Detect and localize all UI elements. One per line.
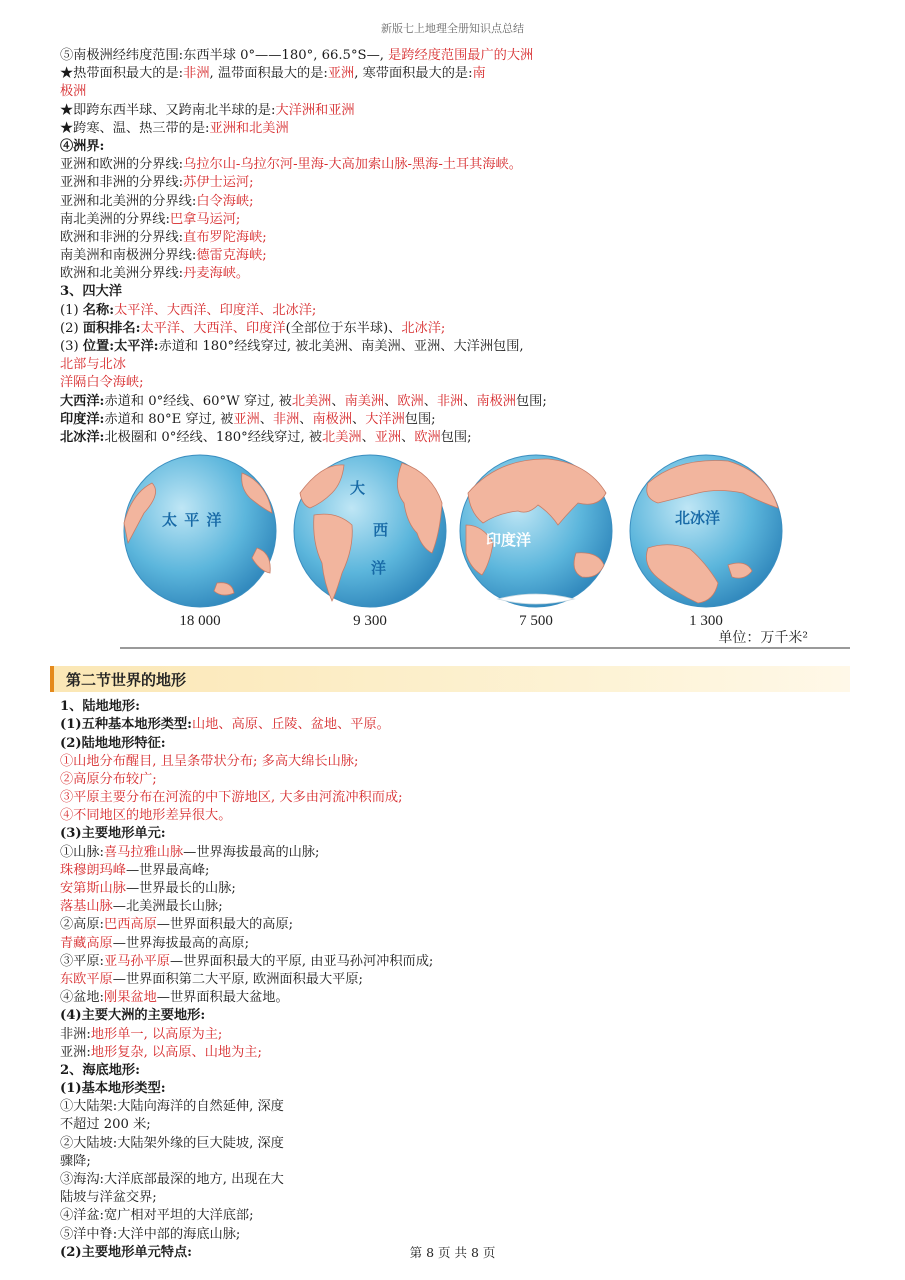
globe-atlantic-area: 9 300 <box>353 613 387 630</box>
figure-divider <box>120 647 850 649</box>
text-line <box>60 716 850 734</box>
text-block-top <box>60 47 850 447</box>
text-segment: ★热带面积最大的是: <box>60 66 184 82</box>
text-segment: 陆坡与洋盆交界; <box>60 1190 157 1206</box>
text-line <box>60 247 850 265</box>
text-segment: 刚果盆地 <box>104 990 157 1006</box>
globe-atlantic-label-3: 洋 <box>371 559 387 578</box>
text-segment: 山地、高原、丘陵、盆地、平原。 <box>192 717 390 733</box>
text-line <box>60 989 850 1007</box>
text-segment: —世界面积第二大平原, 欧洲面积最大平原; <box>112 971 363 987</box>
unit-label: 单位：万千米² <box>718 630 808 647</box>
text-line <box>60 771 850 789</box>
text-segment: 丹麦海峡。 <box>183 266 250 282</box>
text-segment: 极洲 <box>60 84 87 100</box>
text-line <box>60 338 850 356</box>
text-segment: 直布罗陀海峡; <box>183 229 267 245</box>
text-line <box>60 825 850 843</box>
text-segment: —世界面积最大的平原, 由亚马孙河冲积而成; <box>169 953 434 969</box>
globe-pacific <box>122 453 278 630</box>
text-segment: 青藏高原 <box>60 935 113 951</box>
text-line <box>60 1171 850 1189</box>
text-segment: 大洋洲 <box>365 411 405 427</box>
text-segment: 亚洲和非洲的分界线: <box>60 175 184 191</box>
text-segment: 包围; <box>404 411 436 427</box>
text-segment: 、 <box>423 393 437 409</box>
text-segment: ★跨寒、温、热三带的是: <box>60 120 210 136</box>
text-segment: (4)主要大洲的主要地形: <box>60 1008 206 1024</box>
text-segment: , 温带面积最大的是: <box>209 66 328 82</box>
text-segment: ⑤洋中脊:大洋中部的海底山脉; <box>60 1226 241 1242</box>
text-segment: 、 <box>352 411 366 427</box>
text-line <box>60 211 850 229</box>
ocean-globes-figure <box>60 447 850 662</box>
globe-atlantic-label-2: 西 <box>373 521 389 540</box>
text-line <box>60 916 850 934</box>
text-segment: 巴西高原 <box>104 917 157 933</box>
text-segment: ③海沟:大洋底部最深的地方, 出现在大 <box>60 1172 284 1187</box>
text-segment: 南美洲和南极洲分界线: <box>60 248 197 264</box>
text-line <box>60 1044 850 1062</box>
text-segment: 3、四大洋 <box>60 284 122 300</box>
text-line <box>60 229 850 247</box>
text-segment: 亚洲 <box>233 411 260 427</box>
text-segment: 巴拿马运河; <box>169 211 241 227</box>
text-line <box>60 935 850 953</box>
text-segment: 、 <box>463 393 477 409</box>
text-segment: ①山脉: <box>60 844 105 860</box>
text-segment: —世界最长的山脉; <box>125 881 236 896</box>
text-segment: 是跨经度范围最广的大洲 <box>388 48 534 63</box>
text-segment: 南北美洲的分界线: <box>60 211 170 227</box>
text-segment: (1)五种基本地形类型: <box>60 717 193 733</box>
text-line <box>60 102 850 120</box>
text-segment: 包围; <box>516 393 547 409</box>
text-segment: ⑤南极洲经纬度范围:东西半球 0°——180°, 66.5°S—, <box>60 48 389 63</box>
text-segment: ②高原分布较广; <box>60 771 157 787</box>
text-segment: 欧洲和非洲的分界线: <box>60 229 184 245</box>
text-line <box>60 193 850 211</box>
text-line <box>60 807 850 825</box>
text-segment: 亚洲和北美洲 <box>209 120 289 136</box>
text-line <box>60 789 850 807</box>
text-line <box>60 953 850 971</box>
text-segment: ③平原: <box>60 953 105 969</box>
text-segment: 南 <box>472 66 486 82</box>
text-line <box>60 356 850 374</box>
text-segment: 乌拉尔山-乌拉尔河-里海-大高加索山脉-黑海-土耳其海峡。 <box>183 157 522 173</box>
text-segment: 包围; <box>440 429 472 445</box>
text-segment: 、 <box>331 393 345 409</box>
text-segment: 赤道和 80°E 穿过, 被 <box>104 411 234 427</box>
text-line <box>60 156 850 174</box>
globe-indian-image <box>458 453 614 609</box>
text-segment: 太平洋、大西洋、印度洋 <box>140 320 286 336</box>
text-segment: 、 <box>299 411 313 427</box>
text-segment: 北美洲 <box>291 393 332 409</box>
text-segment: 亚洲 <box>374 429 402 445</box>
document-content <box>60 47 850 1262</box>
text-segment: 北美洲 <box>322 429 362 445</box>
text-segment: 白令海峡; <box>196 193 254 209</box>
text-line <box>60 1116 850 1134</box>
text-line <box>60 1080 850 1098</box>
text-segment: 珠穆朗玛峰 <box>60 862 126 878</box>
globe-arctic <box>628 453 784 630</box>
text-line <box>60 698 850 716</box>
text-segment: (2)主要地形单元特点: <box>60 1244 193 1260</box>
text-line <box>60 65 850 83</box>
text-segment: 东欧平原 <box>60 971 113 987</box>
text-segment: (全部位于东半球)、 <box>285 320 402 336</box>
text-segment: 德雷克海峡; <box>196 248 267 264</box>
text-segment: 赤道和 0°经线、60°W 穿过, 被 <box>104 393 292 409</box>
text-segment: 地形复杂, 以高原、山地为主; <box>90 1044 262 1060</box>
text-line <box>60 429 850 447</box>
text-line <box>60 1135 850 1153</box>
text-segment: ④不同地区的地形差异很大。 <box>60 808 232 824</box>
text-segment: 亚洲和欧洲的分界线: <box>60 157 184 173</box>
text-segment: 地形单一, 以高原为主; <box>90 1026 223 1042</box>
text-segment: ②高原: <box>60 917 105 933</box>
page-header: 新版七上地理全册知识点总结 <box>381 22 524 35</box>
text-line <box>60 1026 850 1044</box>
text-segment: 南极洲 <box>476 393 516 409</box>
text-segment: 亚马孙平原 <box>104 953 170 969</box>
text-line <box>60 283 850 301</box>
text-segment: 欧洲和北美洲分界线: <box>60 266 184 282</box>
text-segment: , 寒带面积最大的是: <box>354 66 473 82</box>
text-segment: 北冰洋: <box>60 429 105 445</box>
text-segment: ①山地分布醒目, 且呈条带状分布; 多高大绵长山脉; <box>60 753 359 769</box>
text-segment: 非洲 <box>183 66 210 82</box>
text-line <box>60 47 850 65</box>
text-segment: 赤道和 180°经线穿过, 被北美洲、南美洲、亚洲、大洋洲包围, <box>158 339 524 354</box>
text-segment: 欧洲 <box>414 429 441 445</box>
globe-atlantic-image <box>292 453 448 609</box>
text-segment: —世界面积最大的高原; <box>156 917 294 933</box>
text-line <box>60 1098 850 1116</box>
globe-arctic-image <box>628 453 784 609</box>
text-segment: 非洲 <box>436 393 464 409</box>
text-line <box>60 880 850 898</box>
text-segment: 洋隔白令海峡; <box>60 375 144 391</box>
text-segment: 欧洲 <box>397 393 424 409</box>
text-segment: 位置:太平洋: <box>82 339 159 354</box>
text-line <box>60 1007 850 1025</box>
text-segment: 苏伊士运河; <box>183 175 254 191</box>
text-line <box>60 1226 850 1244</box>
text-segment: (2) <box>60 320 83 336</box>
text-line <box>60 1062 850 1080</box>
text-segment: 北部与北冰 <box>60 357 126 373</box>
text-segment: —世界最高峰; <box>125 862 210 878</box>
section-title: 第二节世界的地形 <box>66 671 187 690</box>
text-segment: (3) <box>60 339 83 354</box>
text-segment: ②大陆坡:大陆架外缘的巨大陡坡, 深度 <box>60 1135 284 1151</box>
text-line <box>60 753 850 771</box>
text-line <box>60 1207 850 1225</box>
text-segment: 太平洋、大西洋、印度洋、北冰洋; <box>114 302 317 318</box>
text-line <box>60 411 850 429</box>
globe-atlantic <box>292 453 448 630</box>
text-segment: ④洋盆:宽广相对平坦的大洋底部; <box>60 1208 254 1224</box>
globe-indian-label: 印度洋 <box>486 531 532 550</box>
text-line <box>60 83 850 101</box>
text-segment: 大西洋: <box>60 393 105 409</box>
text-segment: 名称: <box>82 302 115 318</box>
text-segment: 北极圈和 0°经线、180°经线穿过, 被 <box>104 429 323 445</box>
text-line <box>60 265 850 283</box>
text-segment: 2、海底地形: <box>60 1062 140 1078</box>
text-segment: 落基山脉 <box>60 899 113 915</box>
text-block-bottom <box>60 698 850 1262</box>
text-line <box>60 971 850 989</box>
text-line <box>60 1189 850 1207</box>
text-line <box>60 302 850 320</box>
globe-pacific-area: 18 000 <box>179 613 221 630</box>
globe-arctic-area: 1 300 <box>689 613 723 630</box>
text-segment: 不超过 200 米; <box>60 1117 151 1133</box>
text-segment: 、 <box>361 429 375 445</box>
text-line <box>60 174 850 192</box>
globe-atlantic-label-1: 大 <box>350 479 366 498</box>
text-segment: 非洲 <box>272 411 300 427</box>
text-line <box>60 862 850 880</box>
text-segment: —世界海拔最高的高原; <box>112 935 250 951</box>
text-segment: (1)基本地形类型: <box>60 1081 166 1097</box>
text-segment: 非洲: <box>60 1026 91 1042</box>
text-segment: 北冰洋; <box>401 320 446 336</box>
text-segment: 亚洲 <box>327 66 355 82</box>
text-segment: 大洋洲和亚洲 <box>275 102 355 118</box>
text-segment: (1) <box>60 302 83 318</box>
text-segment: —世界面积最大盆地。 <box>156 990 289 1006</box>
globe-arctic-label: 北冰洋 <box>675 509 721 528</box>
text-segment: 、 <box>401 429 415 445</box>
text-segment: 、 <box>259 411 273 427</box>
text-segment: ★即跨东西半球、又跨南北半球的是: <box>60 102 276 118</box>
globe-pacific-label: 太 平 洋 <box>162 511 223 530</box>
text-line <box>60 138 850 156</box>
text-line <box>60 735 850 753</box>
page-footer: 第 8 页 共 8 页 <box>409 1245 496 1260</box>
text-segment: 亚洲: <box>60 1044 91 1060</box>
text-segment: 印度洋: <box>60 411 105 427</box>
globe-pacific-image <box>122 453 278 609</box>
text-line <box>60 898 850 916</box>
text-segment: 面积排名: <box>82 320 141 336</box>
globe-indian-area: 7 500 <box>519 613 553 630</box>
text-line <box>60 844 850 862</box>
text-segment: (3)主要地形单元: <box>60 826 166 842</box>
text-segment: 1、陆地地形: <box>60 699 140 715</box>
text-segment: —世界海拔最高的山脉; <box>183 844 320 860</box>
text-segment: ④洲界: <box>60 138 105 154</box>
text-segment: 亚洲和北美洲的分界线: <box>60 193 197 209</box>
text-segment: 骤降; <box>60 1153 91 1169</box>
text-segment: ①大陆架:大陆向海洋的自然延伸, 深度 <box>60 1099 284 1115</box>
text-segment: 喜马拉雅山脉 <box>104 844 184 860</box>
text-segment: 南极洲 <box>312 411 353 427</box>
text-segment: 安第斯山脉 <box>60 881 126 896</box>
text-segment: ④盆地: <box>60 990 105 1006</box>
text-line <box>60 320 850 338</box>
text-line <box>60 393 850 411</box>
text-line <box>60 374 850 392</box>
text-line <box>60 1153 850 1171</box>
text-segment: 、 <box>384 393 398 409</box>
text-segment: —北美洲最长山脉; <box>112 899 223 915</box>
text-line <box>60 120 850 138</box>
section-heading <box>50 666 850 692</box>
text-segment: (2)陆地地形特征: <box>60 735 166 751</box>
globe-indian <box>458 453 614 630</box>
text-segment: 南美洲 <box>344 393 385 409</box>
text-segment: ③平原主要分布在河流的中下游地区, 大多由河流冲积而成; <box>60 790 403 806</box>
